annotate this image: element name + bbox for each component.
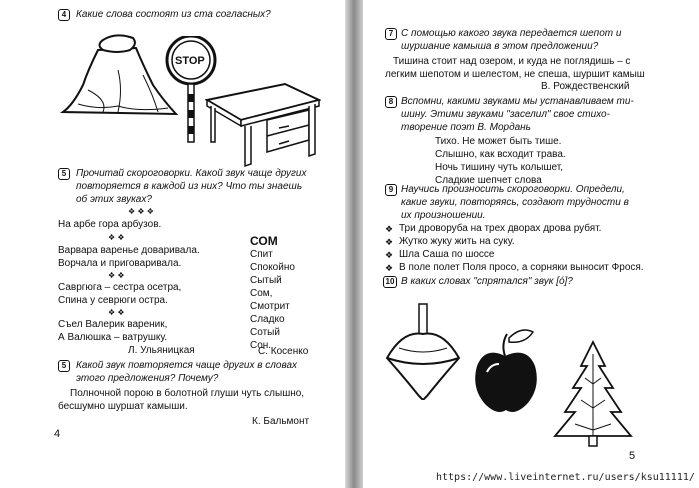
twister-1: На арбе гора арбузов.: [58, 219, 162, 230]
task-8-line-2: шину. Этими звуками "заселил" свое стихо-: [401, 109, 610, 120]
poem-8-line: Тихо. Не может быть тише.: [435, 136, 562, 147]
bullet-item: Три дроворуба на трех дворах дрова рубят.: [399, 223, 602, 234]
poem-8-line: Ночь тишину чуть колышет,: [435, 162, 563, 173]
poem-8-line: Сладкие шепчет слова: [435, 175, 542, 186]
bag-illustration: [58, 30, 180, 118]
poem-som-line: Спит: [250, 249, 273, 260]
task-9-number: 9: [385, 184, 397, 196]
twister-3-line-1: Савргюга – сестра осетра,: [58, 282, 182, 293]
poem-8-line: Слышно, как всходит трава.: [435, 149, 566, 160]
poem-som-line: Сладко: [250, 314, 285, 325]
page-number-left: 4: [54, 428, 61, 440]
task-4-number: 4: [58, 9, 70, 21]
task-5a-number: 5: [58, 168, 70, 180]
poem-som-line: Спокойно: [250, 262, 295, 273]
task-5a-line-2: повторяется в каждой из них? Что ты знаешь: [76, 181, 303, 192]
twister-2-line-2: Ворчала и приговаривала.: [58, 258, 182, 269]
bullet-item: Жутко жуку жить на суку.: [399, 236, 515, 247]
balmont-line-1: Полночной порою в болотной глуши чуть слышно,: [70, 388, 305, 399]
page-number-right: 5: [629, 450, 636, 462]
bullet-item: В поле полет Поля просо, а сорняки выносит Фрося.: [399, 262, 644, 273]
left-page: [0, 0, 345, 488]
twister-2-line-1: Варвара варенье доваривала.: [58, 245, 200, 256]
task-8-line-1: Вспомни, какими звуками мы устанавливаем ти-: [401, 96, 634, 107]
apple-illustration: [471, 326, 541, 416]
task-5b-number: 5: [58, 360, 70, 372]
stop-sign-text: STOP: [175, 55, 205, 67]
source-url[interactable]: https://www.liveinternet.ru/users/ksu11111/: [436, 472, 695, 483]
task-7-number: 7: [385, 28, 397, 40]
twister-author: Л. Ульяницкая: [128, 345, 195, 356]
poem-som-line: Сотый: [250, 327, 280, 338]
separator-ornament: ❖ ❖: [108, 308, 125, 317]
twister-3-line-2: Спина у севрюги остра.: [58, 295, 168, 306]
separator-ornament: ❖ ❖ ❖: [128, 207, 154, 216]
task-7-line-2: шуршание камыша в этом предложении?: [401, 41, 599, 52]
task-8-line-3: творение поэт В. Мордань: [401, 122, 531, 133]
task-4-text: Какие слова состоят из ста согласных?: [76, 9, 271, 20]
task-8-number: 8: [385, 96, 397, 108]
task-9-line-2: какие звуки, повторяясь, создают трудности в: [401, 197, 629, 208]
twister-4-line-2: А Валюшка – ватрушку.: [58, 332, 168, 343]
bullet-icon: ❖: [385, 263, 394, 273]
twister-4-line-1: Съел Валерик вареник,: [58, 319, 168, 330]
poem-som-line: Смотрит: [250, 301, 290, 312]
task-9-line-1: Научись произносить скороговорки. Определи,: [401, 184, 625, 195]
task-5b-line-1: Какой звук повторяется чаще других в словах: [76, 360, 298, 371]
task-5a-line-3: об этих звуках?: [76, 194, 152, 205]
task-5a-line-1: Прочитай скороговорки. Какой звук чаще других: [76, 168, 307, 179]
bullet-icon: ❖: [385, 237, 394, 247]
spinning-top-illustration: [383, 300, 463, 400]
quote-7-author: В. Рождественский: [541, 81, 630, 92]
poem-som-author: С. Косенко: [258, 346, 309, 357]
task-5b-line-2: этого предложения? Почему?: [76, 373, 219, 384]
balmont-line-2: бесшумно шуршат камыши.: [58, 401, 188, 412]
poem-som-line: Сон.: [250, 340, 272, 351]
quote-7-line-1: Тишина стоит над озером, и куда не поглядишь – с: [393, 56, 631, 67]
book-spine: [345, 0, 363, 488]
task-7-line-1: С помощью какого звука передается шепот и: [401, 28, 622, 39]
task-9-line-3: их произношении.: [401, 210, 486, 221]
bullet-icon: ❖: [385, 250, 394, 260]
bullet-icon: ❖: [385, 224, 394, 234]
balmont-author: К. Бальмонт: [252, 416, 310, 427]
task-10-number: 10: [383, 276, 397, 288]
separator-ornament: ❖ ❖: [108, 271, 125, 280]
separator-ornament: ❖ ❖: [108, 233, 125, 242]
task-10-text: В каких словах "спрятался" звук [ó]?: [401, 276, 573, 287]
right-page: [363, 0, 699, 488]
poem-som-title: СОМ: [250, 234, 278, 248]
fir-tree-illustration: [551, 338, 635, 448]
desk-illustration: [205, 80, 321, 168]
quote-7-line-2: легким шепотом и шелестом, не спеша, шуршит камыш: [385, 69, 645, 80]
poem-som-line: Сом,: [250, 288, 273, 299]
bullet-item: Шла Саша по шоссе: [399, 249, 495, 260]
poem-som-line: Сытый: [250, 275, 282, 286]
